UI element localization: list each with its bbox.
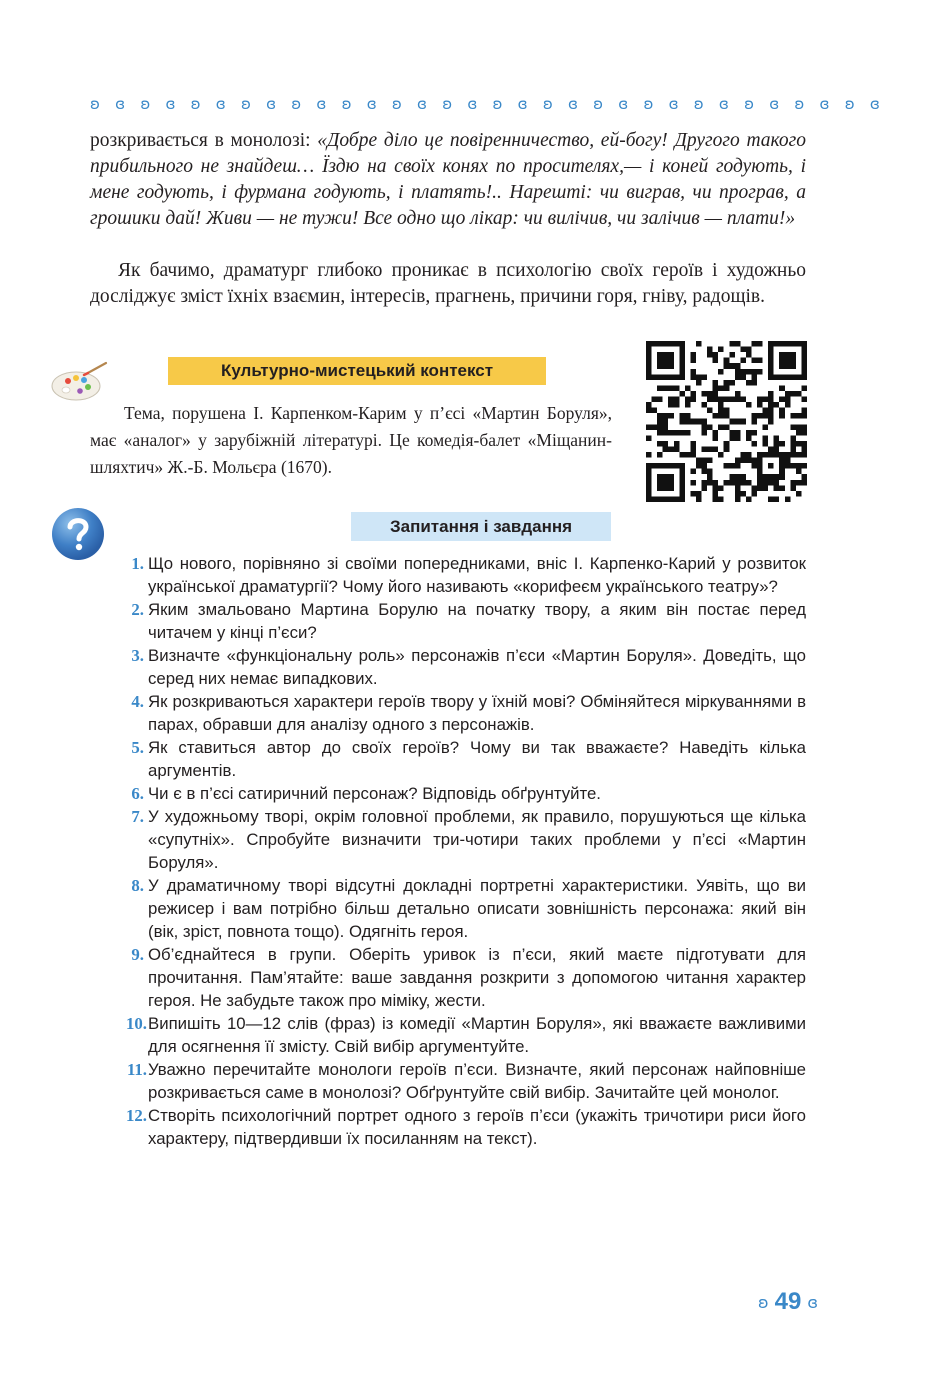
task-item bbox=[116, 1058, 806, 1104]
intro-quote: «Добре діло це повіренничество, ей-богу! Другого такого прибильного не знайдеш… Їздю на своїх конях по просителях,— і коней годують, і мене годують, і фурмана годують, і платять!.. Нарешті: чи виграв, чи програв, а грошики дай! Живи — не тужи! Все одно що лікар: чи вилічив, чи залічив — плати!» bbox=[90, 130, 806, 229]
task-text: Як ставиться автор до своїх героїв? Чому ви так вважаєте? Наведіть кілька аргументів. bbox=[148, 738, 806, 780]
ornament-glyph: ʚ bbox=[844, 95, 855, 113]
task-number: 7. bbox=[131, 807, 144, 826]
question-icon bbox=[50, 506, 106, 562]
task-item bbox=[116, 1012, 806, 1058]
task-text: Уважно перечитайте монологи героїв п’єси. Визначте, який персонаж найповніше розкривається саме в монолозі? Обґрунтуйте свій вибір. Зачитайте цей монолог. bbox=[148, 1060, 806, 1102]
task-text: У художньому творі, окрім головної проблеми, як правило, порушуються ще кілька «супутніх». Спробуйте визначити три-чотири таких проблеми у п’єсі «Мартин Боруля». bbox=[148, 807, 806, 872]
ornament-glyph: ʚ bbox=[140, 95, 151, 113]
task-item bbox=[116, 1104, 806, 1150]
ornament-glyph: ʚ bbox=[492, 95, 503, 113]
task-number: 2. bbox=[131, 600, 144, 619]
ornament-glyph: ʚ bbox=[190, 95, 201, 113]
task-number: 6. bbox=[131, 784, 144, 803]
ornament-glyph: ʚ bbox=[643, 95, 654, 113]
qr-code-icon[interactable] bbox=[646, 341, 807, 502]
task-item bbox=[116, 644, 806, 690]
task-text: Об’єднайтеся в групи. Оберіть уривок із п’єси, який маєте підготувати для прочитання. Пам’ятайте: ваше завдання розкрити з допомогою читання характер героя. Не забудьте також про міміку, жести. bbox=[148, 945, 806, 1010]
task-number: 3. bbox=[131, 646, 144, 665]
ornament-glyph: ʚ bbox=[442, 95, 453, 113]
ornament-glyph: ʚ bbox=[90, 95, 100, 113]
task-item bbox=[116, 690, 806, 736]
task-item bbox=[116, 874, 806, 943]
ornament-glyph: ʚ bbox=[542, 95, 553, 113]
ornament-glyph: ɞ bbox=[215, 95, 226, 113]
ornament-glyph: ɞ bbox=[668, 95, 679, 113]
intro-lead: розкривається в монолозі: bbox=[90, 130, 318, 151]
ornament-glyph: ɞ bbox=[417, 95, 427, 113]
task-item bbox=[116, 736, 806, 782]
analysis-paragraph bbox=[90, 258, 806, 310]
intro-paragraph bbox=[90, 128, 806, 232]
ornament-glyph: ɞ bbox=[165, 95, 176, 113]
ornament-glyph: ɞ bbox=[567, 95, 578, 113]
ornament-glyph: ʚ bbox=[240, 95, 251, 113]
page-ornament-right: ɞ bbox=[807, 1292, 818, 1312]
task-text: Випишіть 10—12 слів (фраз) із комедії «Мартин Боруля», які вважаєте важливими для осягнення її змісту. Свій вибір аргументуйте. bbox=[148, 1014, 806, 1056]
ornament-glyph: ʚ bbox=[291, 95, 302, 113]
task-item bbox=[116, 805, 806, 874]
task-item bbox=[116, 552, 806, 598]
task-text: Як розкриваються характери героїв твору у їхній мові? Обміняйтеся міркуваннями в парах, обравши для аналізу одного з персонажів. bbox=[148, 692, 806, 734]
task-item bbox=[116, 943, 806, 1012]
ornament-glyph: ʚ bbox=[391, 95, 402, 113]
ornament-glyph: ɞ bbox=[819, 95, 830, 113]
ornament-glyph: ʚ bbox=[693, 95, 704, 113]
ornament-glyph: ʚ bbox=[341, 95, 352, 113]
task-text: У драматичному творі відсутні докладні портретні характеристики. Уявіть, що ви режисер і вам потрібно більш детально описати зовнішність персонажа: який він (вік, зріст, повнота тощо). Одягніть героя. bbox=[148, 876, 806, 941]
ornament-glyph: ɞ bbox=[769, 95, 780, 113]
page-number-value: 49 bbox=[774, 1288, 802, 1315]
task-number: 9. bbox=[131, 945, 144, 964]
task-number: 5. bbox=[131, 738, 144, 757]
task-text: Визначте «функціональну роль» персонажів п’єси «Мартин Боруля». Доведіть, що серед них немає випадкових. bbox=[148, 646, 806, 688]
ornament-glyph: ʚ bbox=[744, 95, 755, 113]
task-number: 1. bbox=[131, 554, 144, 573]
ornament-glyph: ɞ bbox=[869, 95, 880, 113]
tasks-list bbox=[116, 552, 806, 1150]
culture-context-title: Культурно-мистецький контекст bbox=[168, 357, 546, 385]
palette-icon bbox=[50, 360, 110, 404]
task-text: Чи є в п’єсі сатиричний персонаж? Відповідь обґрунтуйте. bbox=[148, 784, 601, 803]
page-number bbox=[758, 1287, 818, 1317]
analysis-text: Як бачимо, драматург глибоко проникає в психологію своїх героїв і художньо досліджує зміст їхніх взаємин, інтересів, прагнень, причини горя, гніву, радощів. bbox=[90, 260, 806, 307]
ornament-glyph: ʚ bbox=[794, 95, 805, 113]
page-ornament-left: ʚ bbox=[758, 1292, 769, 1312]
ornament-glyph: ɞ bbox=[618, 95, 629, 113]
task-number: 12. bbox=[126, 1106, 147, 1125]
ornament-glyph: ʚ bbox=[593, 95, 604, 113]
ornament-glyph: ɞ bbox=[316, 95, 327, 113]
ornament-glyph: ɞ bbox=[366, 95, 377, 113]
culture-text-body: Тема, порушена І. Карпенком-Карим у п’єсі «Мартин Боруля», має «аналог» у зарубіжній літературі. Це комедія-балет «Міщанин-шляхтич» Ж.-Б. Мольєра (1670). bbox=[90, 403, 612, 477]
tasks-title: Запитання і завдання bbox=[351, 512, 611, 541]
ornament-glyph: ɞ bbox=[266, 95, 277, 113]
culture-context-text bbox=[90, 400, 612, 481]
ornament-glyph: ɞ bbox=[718, 95, 729, 113]
ornament-glyph: ɞ bbox=[517, 95, 528, 113]
task-number: 11. bbox=[126, 1060, 147, 1079]
task-number: 8. bbox=[131, 876, 144, 895]
task-text: Що нового, порівняно зі своїми попередниками, вніс І. Карпенко-Карий у розвиток української драматургії? Чому його називають «корифеєм українського театру»? bbox=[148, 554, 806, 596]
task-text: Створіть психологічний портрет одного з героїв п’єси (укажіть тричотири риси його характеру, підтвердивши їх посиланням на текст). bbox=[148, 1106, 806, 1148]
ornament-glyph: ɞ bbox=[467, 95, 478, 113]
task-text: Яким змальовано Мартина Борулю на початку твору, а яким він постає перед читачем у кінці п’єси? bbox=[148, 600, 806, 642]
ornament-glyph: ɞ bbox=[115, 95, 126, 113]
task-number: 4. bbox=[131, 692, 144, 711]
task-item bbox=[116, 782, 806, 805]
task-number: 10. bbox=[126, 1014, 147, 1033]
task-item bbox=[116, 598, 806, 644]
top-ornament bbox=[90, 94, 880, 114]
